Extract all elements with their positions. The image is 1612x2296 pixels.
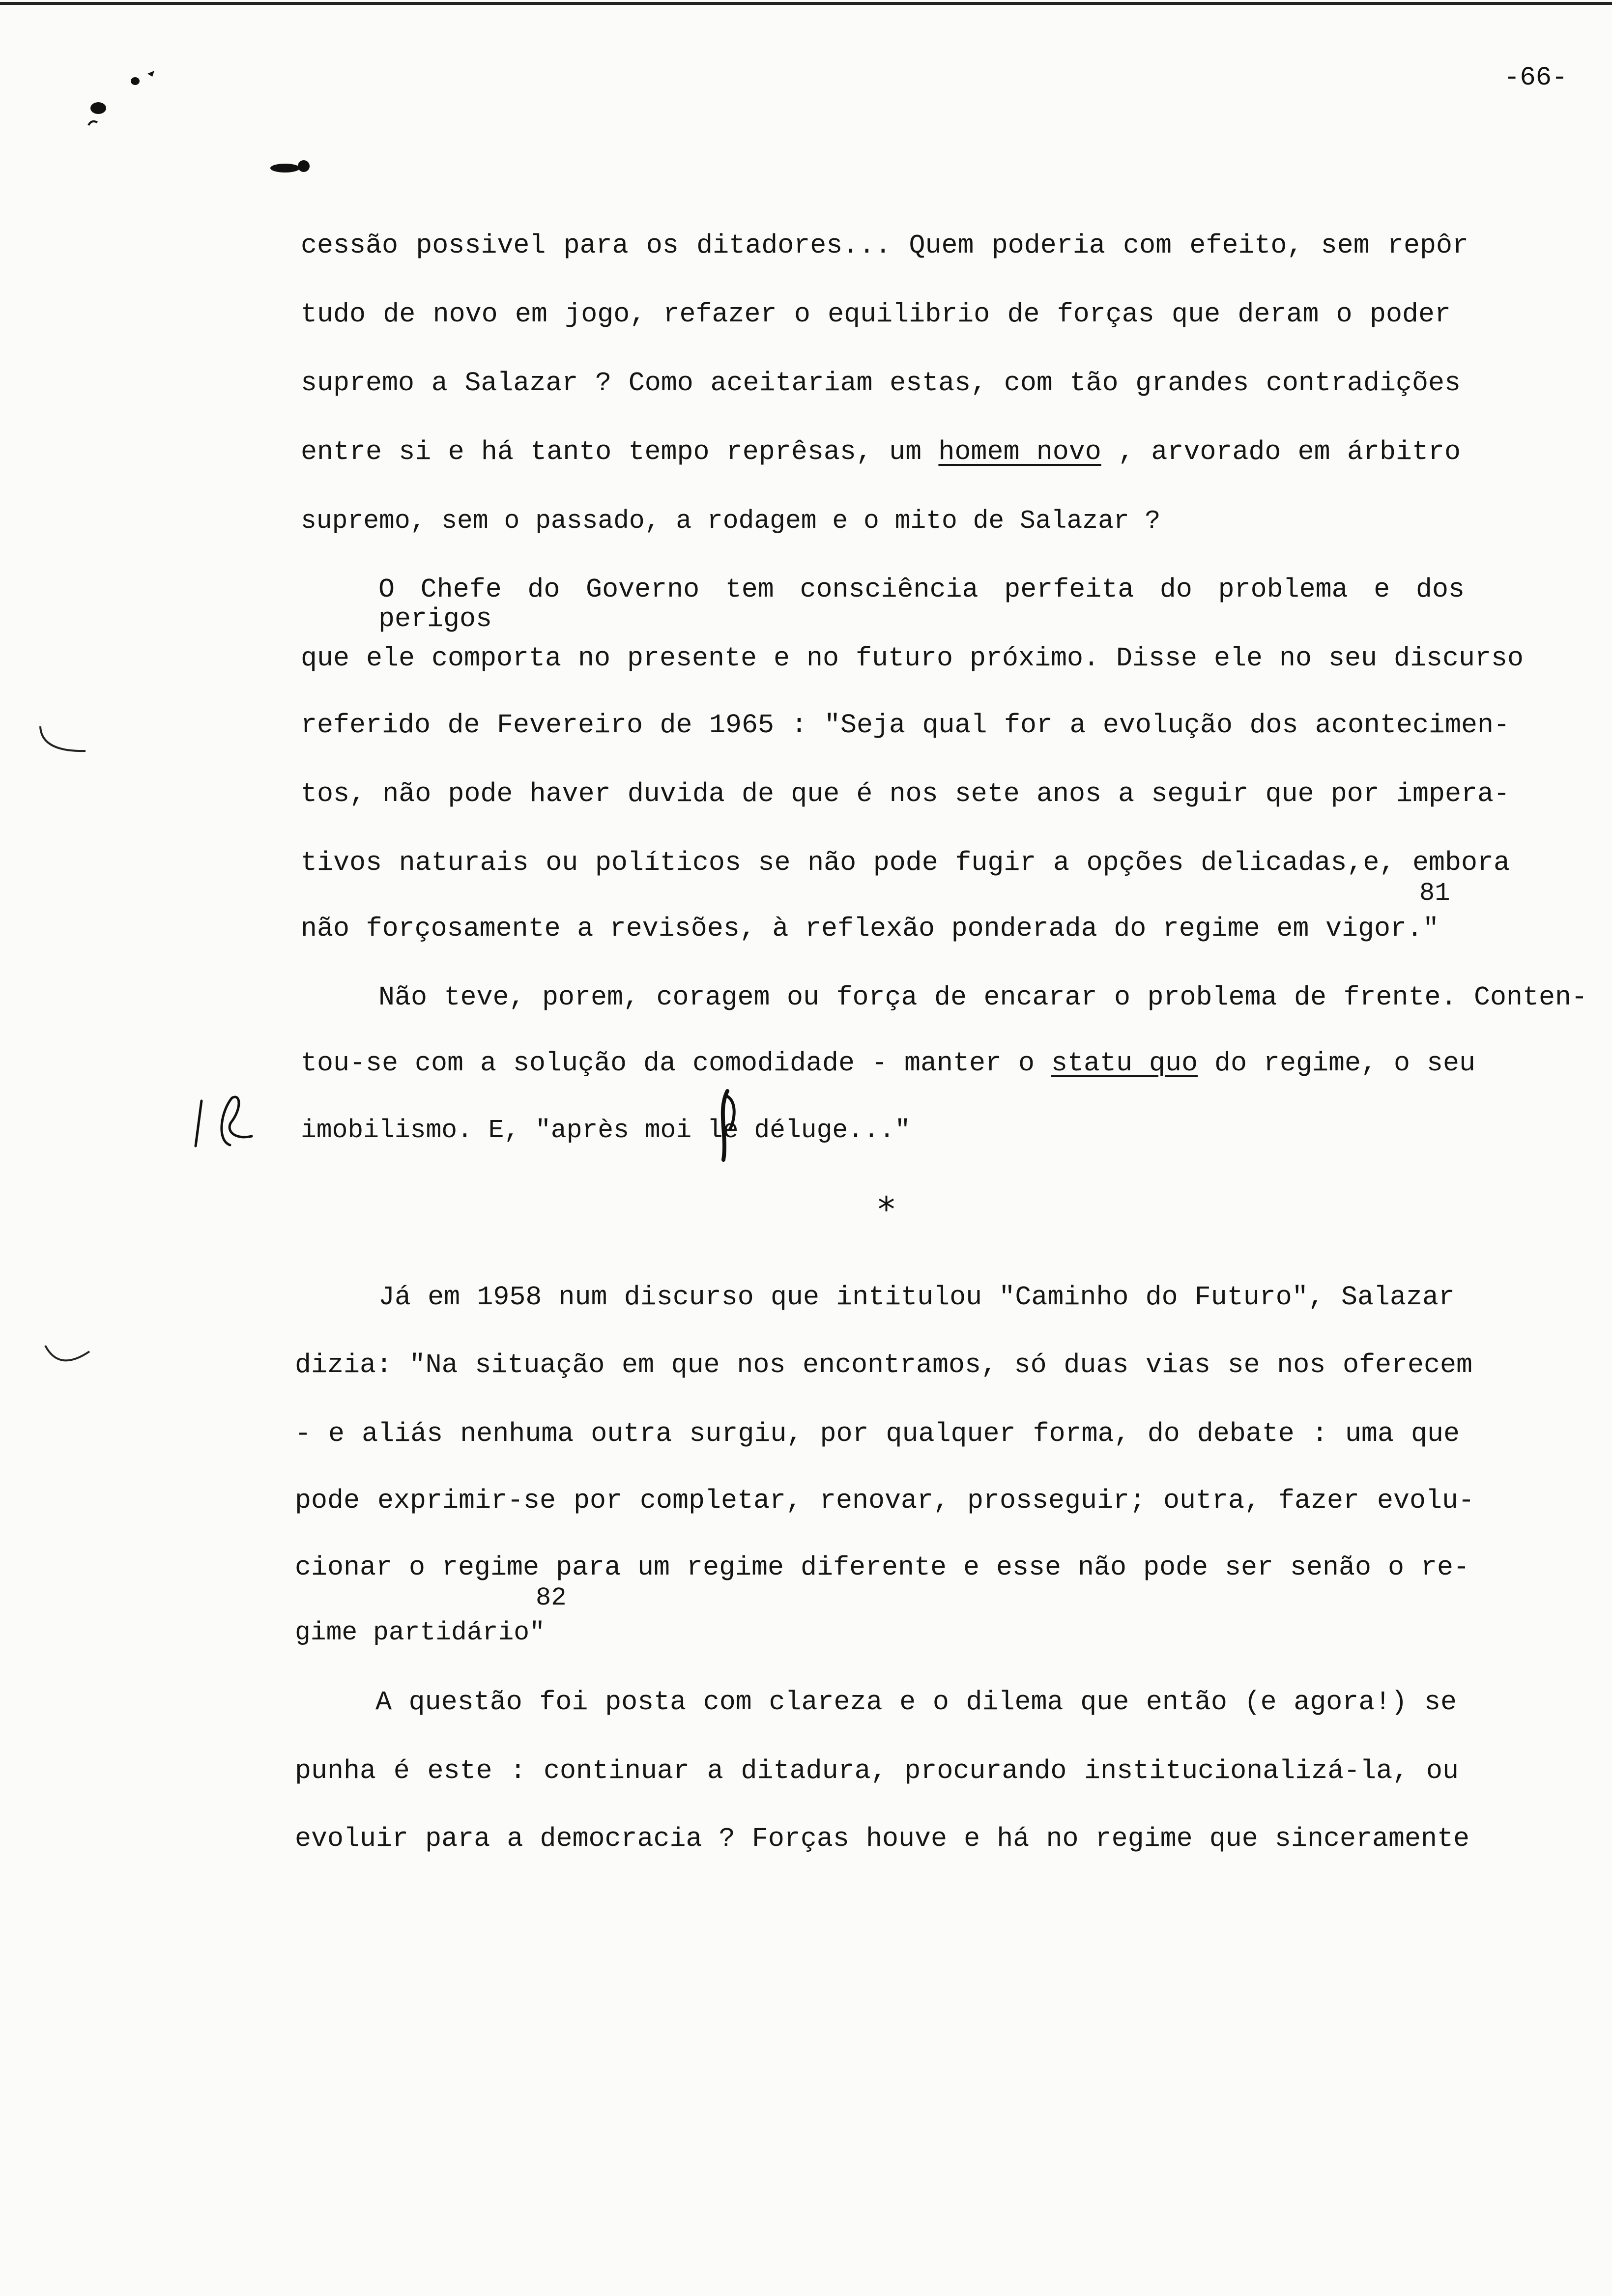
text-line: supremo, sem o passado, a rodagem e o mito de Salazar ?	[301, 506, 1161, 536]
text-segment: , arvorado em árbitro	[1101, 436, 1461, 467]
text-line: evoluir para a democracia ? Forças houve e há no regime que sinceramente	[295, 1823, 1469, 1854]
text-line: pode exprimir-se por completar, renovar, prosseguir; outra, fazer evolu-	[295, 1485, 1474, 1516]
handwritten-correction-mark	[698, 1081, 757, 1170]
text-line: dizia: "Na situação em que nos encontramos, só duas vias se nos oferecem	[295, 1349, 1472, 1380]
text-segment: do regime, o seu	[1198, 1048, 1476, 1079]
section-separator-asterisk: *	[878, 1189, 895, 1230]
text-line: tivos naturais ou políticos se não pode fugir a opções delicadas,e, embora	[301, 847, 1510, 878]
margin-hook-mark	[39, 1337, 98, 1376]
underlined-phrase: homem novo	[938, 436, 1101, 467]
text-line: - e aliás nenhuma outra surgiu, por qualquer forma, do debate : uma que	[295, 1418, 1460, 1449]
text-line: tudo de novo em jogo, refazer o equilibrio de forças que deram o poder	[301, 299, 1451, 330]
margin-hook-mark	[34, 722, 93, 762]
text-line: referido de Fevereiro de 1965 : "Seja qual for a evolução dos acontecimen-	[301, 710, 1510, 741]
handwritten-margin-note	[187, 1091, 265, 1155]
text-line	[301, 1049, 1475, 1078]
footnote-82: 82	[536, 1583, 567, 1612]
text-line: supremo a Salazar ? Como aceitariam estas, com tão grandes contradições	[301, 368, 1461, 399]
footnote-81: 81	[1419, 879, 1450, 908]
text-line: A questão foi posta com clareza e o dilema que então (e agora!) se	[375, 1687, 1457, 1718]
page-number: -66-	[1504, 63, 1568, 93]
text-line: O Chefe do Governo tem consciência perfeita do problema e dos perigos	[378, 574, 1465, 634]
text-line: Não teve, porem, coragem ou força de encarar o problema de frente. Conten-	[378, 982, 1587, 1013]
text-segment: entre si e há tanto tempo reprêsas, um	[301, 436, 939, 467]
ink-specks	[69, 59, 383, 187]
text-line: que ele comporta no presente e no futuro próximo. Disse ele no seu discurso	[301, 643, 1524, 674]
text-line: cionar o regime para um regime diferente e esse não pode ser senão o re-	[295, 1552, 1469, 1583]
text-line: imobilismo. E, "après moi le déluge..."	[301, 1116, 911, 1145]
underlined-phrase: statu quo	[1051, 1048, 1198, 1079]
text-line: cessão possivel para os ditadores... Quem poderia com efeito, sem repôr	[301, 230, 1468, 261]
text-line: gime partidário"	[295, 1618, 545, 1647]
text-segment: tou-se com a solução da comodidade - manter o	[301, 1048, 1051, 1079]
top-border-line	[0, 2, 1612, 5]
text-line: Já em 1958 num discurso que intitulou "Caminho do Futuro", Salazar	[378, 1282, 1455, 1313]
text-line: não forçosamente a revisões, à reflexão ponderada do regime em vigor."	[301, 913, 1439, 944]
text-line: punha é este : continuar a ditadura, procurando institucionalizá-la, ou	[295, 1755, 1459, 1786]
text-line: tos, não pode haver duvida de que é nos sete anos a seguir que por impera-	[301, 778, 1510, 809]
text-line	[301, 437, 1461, 467]
